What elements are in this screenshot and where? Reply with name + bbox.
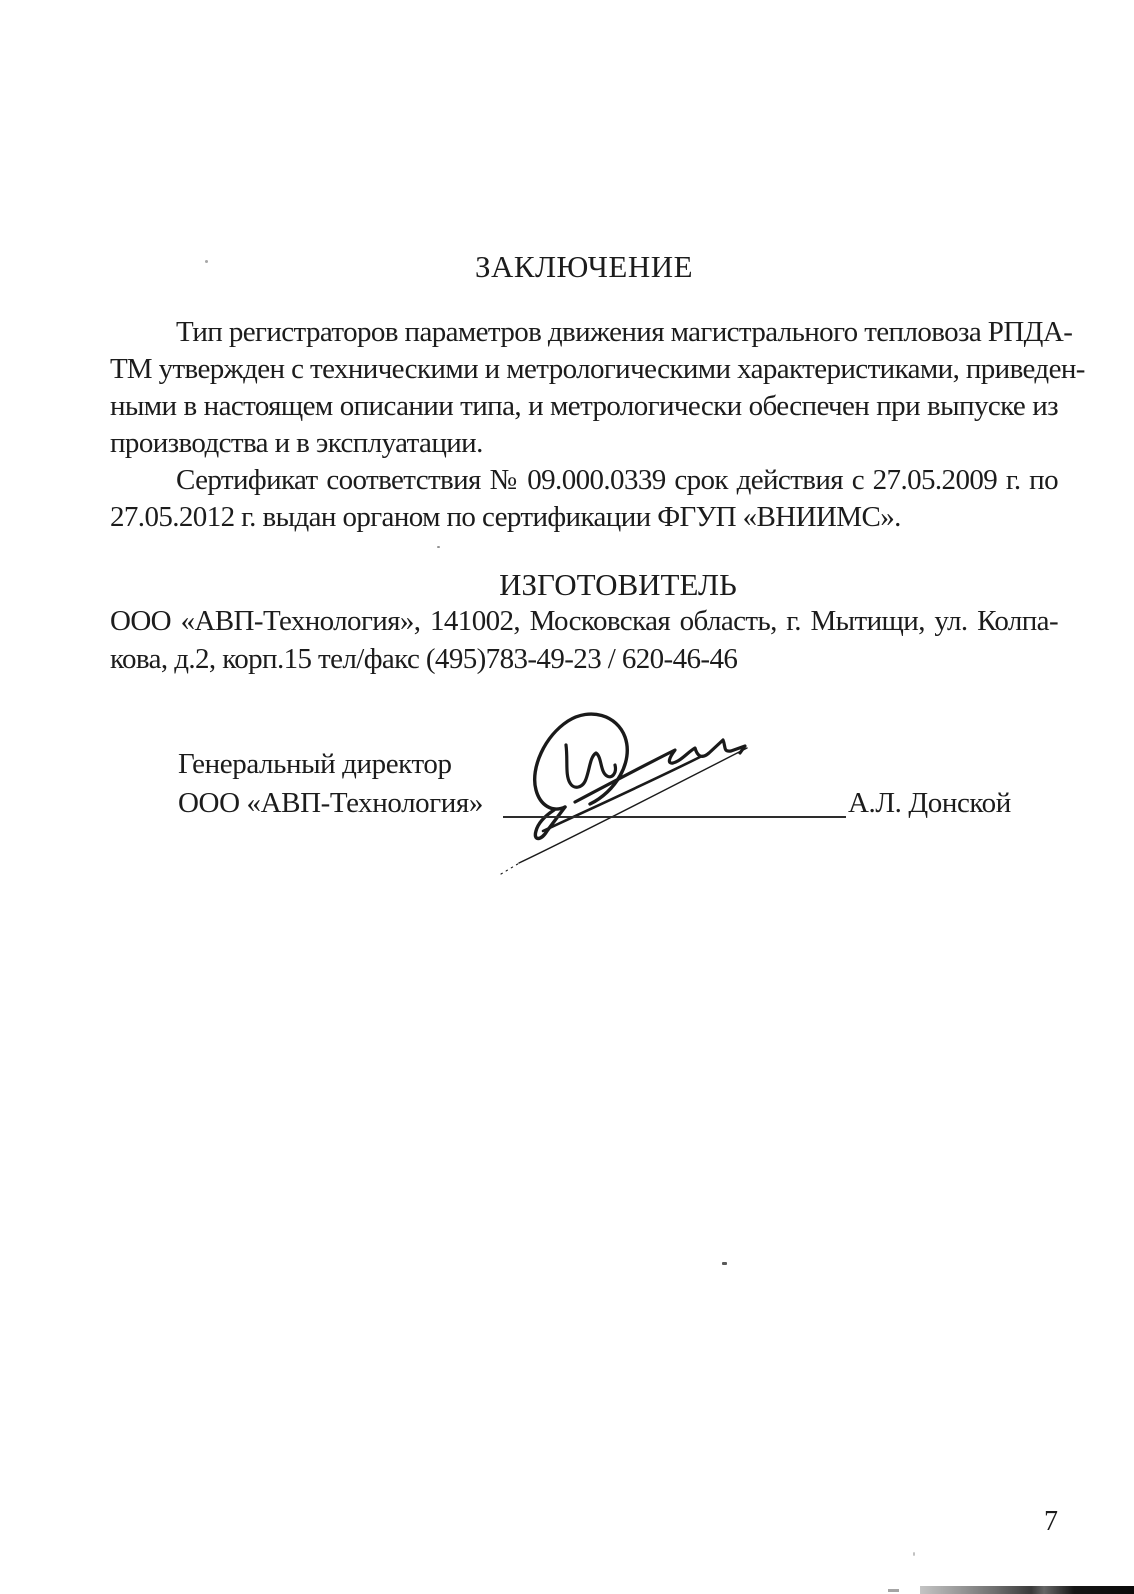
signatory-role bbox=[178, 745, 483, 822]
manufacturer-address bbox=[110, 602, 1058, 678]
text-line: кова, д.2, корп.15 тел/факс (495)783-49-23 / 620-46-46 bbox=[110, 643, 738, 675]
conclusion-paragraph-1 bbox=[110, 314, 1085, 462]
text-line: ТМ утвержден с техническими и метрологическими характеристиками, приведен- bbox=[110, 353, 1085, 385]
text-line: Генеральный директор bbox=[178, 748, 452, 780]
scan-edge-artifact bbox=[920, 1586, 1134, 1594]
scan-artifact bbox=[888, 1589, 899, 1592]
signatory-name: А.Л. Донской bbox=[848, 787, 1011, 819]
text-line: Тип регистраторов параметров движения магистрального тепловоза РПДА- bbox=[176, 316, 1073, 348]
text-line: 27.05.2012 г. выдан органом по сертификации ФГУП «ВНИИМС». bbox=[110, 501, 901, 533]
text-line: ными в настоящем описании типа, и метрологически обеспечен при выпуске из bbox=[110, 390, 1058, 422]
text-line: производства и в эксплуатации. bbox=[110, 427, 483, 459]
manufacturer-title: ИЗГОТОВИТЕЛЬ bbox=[499, 567, 737, 602]
page-number: 7 bbox=[1044, 1506, 1058, 1537]
signature-line bbox=[503, 816, 846, 818]
scan-artifact bbox=[437, 546, 440, 548]
text-line: ООО «АВП-Технология», 141002, Московская область, г. Мытищи, ул. Колпа- bbox=[110, 605, 1058, 637]
handwritten-signature bbox=[495, 690, 785, 890]
conclusion-title: ЗАКЛЮЧЕНИЕ bbox=[474, 249, 694, 284]
text-line: Сертификат соответствия № 09.000.0339 срок действия с 27.05.2009 г. по bbox=[176, 464, 1058, 496]
conclusion-paragraph-2 bbox=[110, 462, 1058, 536]
scan-artifact bbox=[913, 1552, 915, 1556]
text-line: ООО «АВП-Технология» bbox=[178, 786, 483, 819]
scan-artifact bbox=[722, 1262, 727, 1265]
